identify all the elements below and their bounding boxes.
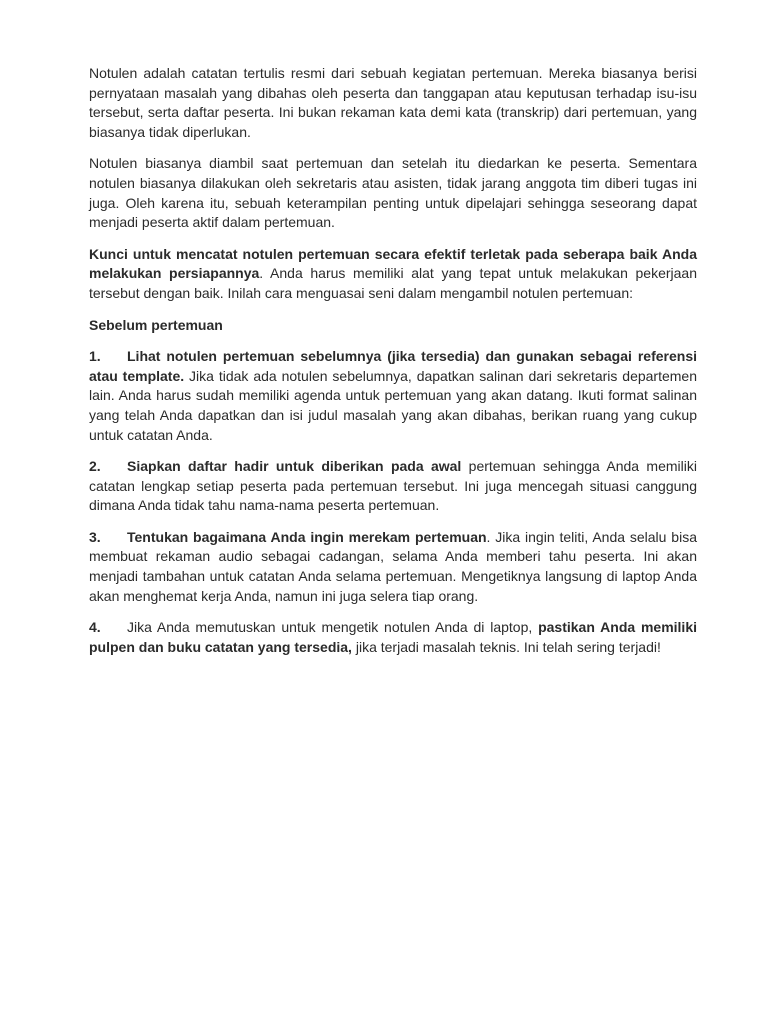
list-item-bold-text: Tentukan bagaimana Anda ingin merekam pertemuan xyxy=(127,528,487,545)
list-item-bold-text: Siapkan daftar hadir untuk diberikan pada awal xyxy=(127,458,462,475)
key-paragraph xyxy=(89,245,697,304)
list-item-2 xyxy=(89,457,697,516)
list-item-text: . Jika ingin teliti, Anda selalu bisa membuat rekaman audio sebagai cadangan, selama Anda memberi tahu peserta. Ini akan menjadi tambahan untuk catatan Anda selama pertemuan. Mengetiknya langsung di laptop Anda akan menghemat kerja Anda, namun ini juga selera tiap orang. xyxy=(89,528,697,604)
list-item-text: Jika tidak ada notulen sebelumnya, dapatkan salinan dari sekretaris departemen lain. Anda harus sudah memiliki agenda untuk pertemuan yang akan datang. Ikuti format salinan yang telah Anda dapatkan dan isi judul masalah yang akan dibahas, berikan ruang yang cukup untuk catatan Anda. xyxy=(89,367,698,443)
list-item-text: pertemuan sehingga Anda memiliki catatan lengkap setiap peserta pada pertemuan tersebut. Ini juga mencegah situasi canggung dimana Anda tidak tahu nama-nama peserta pertemuan. xyxy=(89,458,697,514)
list-item-1 xyxy=(89,347,697,445)
list-item-number: 4. xyxy=(89,619,101,636)
list-item-bold-text: Lihat notulen pertemuan sebelumnya (jika tersedia) dan gunakan sebagai referensi atau template. xyxy=(89,348,697,384)
list-item-number: 1. xyxy=(89,348,101,365)
list-item-4 xyxy=(89,618,697,657)
list-item-bold-text: pastikan Anda memiliki pulpen dan buku catatan yang tersedia, xyxy=(89,619,698,655)
list-item-number: 3. xyxy=(89,528,101,545)
intro-paragraph-1: Notulen adalah catatan tertulis resmi dari sebuah kegiatan pertemuan. Mereka biasanya berisi pernyataan masalah yang dibahas oleh peserta dan tanggapan atau keputusan terhadap isu-isu tersebut, serta daftar peserta. Ini bukan rekaman kata demi kata (transkrip) dari pertemuan, yang biasanya tidak diperlukan. xyxy=(89,65,697,140)
key-bold-text: Kunci untuk mencatat notulen pertemuan secara efektif terletak pada seberapa baik Anda melakukan persiapannya xyxy=(89,245,697,282)
document-page xyxy=(89,64,697,669)
key-text: . Anda harus memiliki alat yang tepat untuk melakukan pekerjaan tersebut dengan baik. Inilah cara menguasai seni dalam mengambil notulen pertemuan: xyxy=(89,265,697,301)
list-item-text: jika terjadi masalah teknis. Ini telah sering terjadi! xyxy=(351,638,661,655)
intro-paragraph-2: Notulen biasanya diambil saat pertemuan dan setelah itu diedarkan ke peserta. Sementara notulen biasanya dilakukan oleh sekretaris atau asisten, tidak jarang anggota tim diberi tugas ini juga. Oleh karena itu, sebuah keterampilan penting untuk dipelajari sehingga seseorang dapat menjadi peserta aktif dalam pertemuan. xyxy=(89,155,697,231)
list-item-pre-text: Jika Anda memutuskan untuk mengetik notulen Anda di laptop, xyxy=(127,619,539,636)
section-heading: Sebelum pertemuan xyxy=(89,316,223,333)
list-item-number: 2. xyxy=(89,458,101,475)
list-item-3 xyxy=(89,528,697,606)
